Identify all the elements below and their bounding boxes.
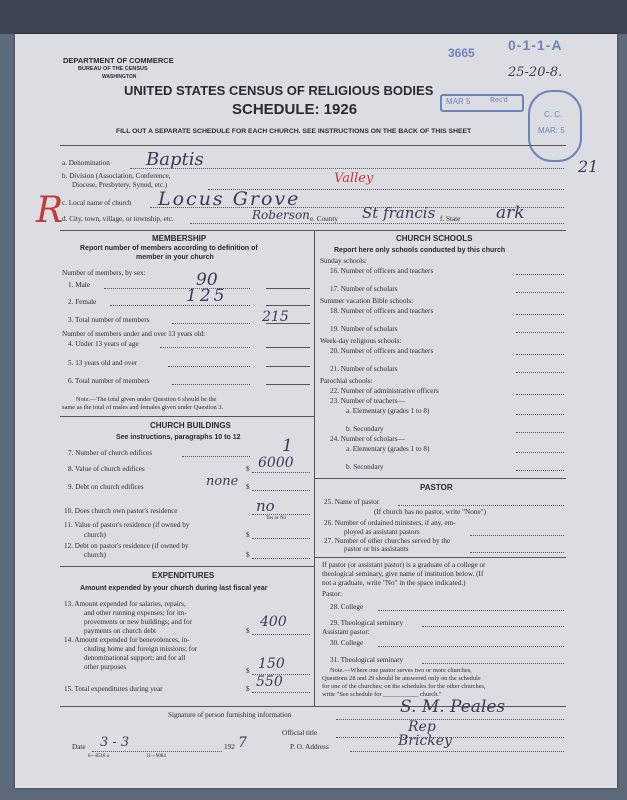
q3-label: 3. Total number of members xyxy=(68,316,150,324)
county-label: e. County xyxy=(310,215,338,223)
q12-label: 12. Debt on pastor's residence (if owned by xyxy=(64,542,189,550)
q15-value: 550 xyxy=(256,674,283,690)
form-number-2: 11—9084 xyxy=(146,754,166,759)
q28-label: 28. College xyxy=(330,603,364,611)
q6-box-line xyxy=(266,384,310,385)
q23b-line xyxy=(516,432,564,433)
q10-value: no xyxy=(256,497,275,515)
q18-line xyxy=(516,314,564,315)
q13-line xyxy=(252,634,310,635)
official-title-label: Official title xyxy=(282,729,318,737)
official-title-value: Rep xyxy=(408,719,436,735)
weekday-label: Week-day religious schools: xyxy=(320,337,402,345)
membership-intro: Report number of members according to definition of xyxy=(80,245,258,252)
margin-number: 21 xyxy=(578,157,599,176)
margin-red-r: R xyxy=(36,190,64,231)
q29-label: 29. Theological seminary xyxy=(330,619,404,627)
q22-line xyxy=(516,394,564,395)
q1-label: 1. Male xyxy=(68,281,90,289)
q24a-line xyxy=(516,452,564,453)
q5-box-line xyxy=(266,366,310,367)
q6-label: 6. Total number of members xyxy=(68,377,150,385)
denomination-value: Baptis xyxy=(146,149,204,170)
census-schedule-page xyxy=(15,34,617,788)
q14-label-2: cluding home and foreign missions; for xyxy=(84,645,198,653)
header-divider xyxy=(60,145,566,146)
pastor-note-4: write "See schedule for ___________ church." xyxy=(322,691,442,698)
q20-line xyxy=(516,354,564,355)
division-label: b. Division (Association, Conference, xyxy=(62,172,171,180)
q23-label: 23. Number of teachers— xyxy=(330,397,405,405)
q11-dollar: $ xyxy=(246,531,250,539)
q24a-label: a. Elementary (grades 1 to 8) xyxy=(346,445,430,453)
q5-label: 5. 13 years old and over xyxy=(68,359,138,367)
signature-value: S. M. Peales xyxy=(400,697,506,717)
pastor-note-2: Questions 28 and 29 should be answered only on the schedule xyxy=(322,675,481,682)
q8-dollar: $ xyxy=(246,465,250,473)
q9-label: 9. Debt on church edifices xyxy=(68,483,144,491)
city-value: Roberson xyxy=(252,208,310,222)
po-address-line xyxy=(350,751,564,752)
membership-title: MEMBERSHIP xyxy=(152,234,207,243)
q12-label-2: church) xyxy=(84,551,106,559)
q13-dollar: $ xyxy=(246,627,250,635)
yes-no-hint: Yes or No xyxy=(266,516,287,521)
q16-line xyxy=(516,274,564,275)
q7-line xyxy=(182,456,250,457)
q26-label: 26. Number of ordained ministers, if any, em- xyxy=(324,519,456,527)
po-address-value: Brickey xyxy=(398,733,452,749)
q12-line xyxy=(252,558,310,559)
buildings-title: CHURCH BUILDINGS xyxy=(150,421,231,430)
state-value: ark xyxy=(496,203,525,223)
q14-label-4: other purposes xyxy=(84,663,127,671)
q4-line xyxy=(160,347,250,348)
q31-label: 31. Theological seminary xyxy=(330,656,404,664)
q4-box-line xyxy=(266,347,310,348)
q8-label: 8. Value of church edifices xyxy=(68,465,145,473)
pastor-sub-label: Pastor: xyxy=(322,590,342,598)
signature-label: Signature of person furnishing information xyxy=(168,711,292,719)
classification-code: 0-1-1-A xyxy=(508,37,563,53)
q21-line xyxy=(516,372,564,373)
city-line xyxy=(190,223,564,224)
q27-label: 27. Number of other churches served by the xyxy=(324,537,451,545)
q9-value: none xyxy=(206,474,239,489)
denomination-label: a. Denomination xyxy=(62,159,110,167)
membership-note-2: same as the total of males and females given under Question 3. xyxy=(62,404,224,411)
q25-hint: (If church has no pastor, write "None") xyxy=(374,508,486,516)
q14-dollar: $ xyxy=(246,667,250,675)
q2-line xyxy=(110,305,250,306)
schools-title: CHURCH SCHOOLS xyxy=(396,234,473,243)
q18-label: 18. Number of officers and teachers xyxy=(330,307,434,315)
q7-label: 7. Number of church edifices xyxy=(68,449,153,457)
q23b-label: b. Secondary xyxy=(346,425,384,433)
q9-dollar: $ xyxy=(246,483,250,491)
graduate-instruction: If pastor (or assistant pastor) is a graduate of a college or xyxy=(322,561,486,569)
q13-label: 13. Amount expended for salaries, repairs, xyxy=(64,600,186,608)
column-divider xyxy=(314,230,315,706)
q15-line xyxy=(252,692,310,693)
expenditures-intro: Amount expended by your church during last fiscal year xyxy=(80,585,268,592)
q11-label-2: church) xyxy=(84,531,106,539)
q6-line xyxy=(172,384,250,385)
q20-label: 20. Number of officers and teachers xyxy=(330,347,434,355)
membership-note: Note.—The total given under Question 6 should be the xyxy=(76,396,217,403)
q15-label: 15. Total expenditures during year xyxy=(64,685,163,693)
q13-label-3: provements or new buildings; and for xyxy=(84,618,192,626)
received-stamp-word: Rec'd xyxy=(490,97,508,104)
received-stamp-date: MAR 5 xyxy=(446,97,471,106)
pastor-note: Note.—Where one pastor serves two or more churches, xyxy=(330,667,472,674)
graduate-instruction-3: not a graduate, write "No" in the space indicated.) xyxy=(322,579,466,587)
q17-label: 17. Number of scholars xyxy=(330,285,398,293)
q22-label: 22. Number of administrative officers xyxy=(330,387,439,395)
q11-label: 11. Value of pastor's residence (if owned by xyxy=(64,521,190,529)
pastor-title: PASTOR xyxy=(420,483,453,492)
signature-line xyxy=(336,719,564,720)
form-title: UNITED STATES CENSUS OF RELIGIOUS BODIES xyxy=(124,83,434,98)
city-label: d. City, town, village, or township, etc. xyxy=(62,215,174,223)
q1-box-line xyxy=(266,288,310,289)
members-by-age-label: Number of members under and over 13 years old: xyxy=(62,330,206,338)
q29-line xyxy=(422,626,564,627)
form-instruction: FILL OUT A SEPARATE SCHEDULE FOR EACH CHURCH. SEE INSTRUCTIONS ON THE BACK OF THIS SHEET xyxy=(116,128,472,135)
q30-label: 30. College xyxy=(330,639,364,647)
q1-line xyxy=(104,288,250,289)
q4-label: 4. Under 13 years of age xyxy=(68,340,139,348)
date-line xyxy=(92,751,222,752)
circular-stamp-date: MAR. 5 xyxy=(538,126,565,135)
q27-label-2: pastor or his assistants xyxy=(344,545,409,553)
division-value: Valley xyxy=(334,171,374,186)
city-label: WASHINGTON xyxy=(102,74,137,80)
graduate-instruction-2: theological seminary, give name of institution below. (If xyxy=(322,570,484,578)
q15-dollar: $ xyxy=(246,685,250,693)
q30-line xyxy=(378,646,564,647)
q2-label: 2. Female xyxy=(68,298,97,306)
state-label: f. State xyxy=(440,215,461,223)
schools-intro: Report here only schools conducted by this church xyxy=(334,247,506,254)
pastor-divider xyxy=(314,557,566,558)
q14-label-3: denominational support; and for all xyxy=(84,654,186,662)
q26-line xyxy=(470,535,564,536)
schedule-number: 3665 xyxy=(448,46,475,60)
q27-line xyxy=(470,552,564,553)
q25-label: 25. Name of pastor xyxy=(324,498,380,506)
q13-label-4: payments on church debt xyxy=(84,627,157,635)
q23a-line xyxy=(516,414,564,415)
q31-line xyxy=(422,663,564,664)
buildings-intro: See instructions, paragraphs 10 to 12 xyxy=(116,434,241,441)
form-number: 6—8518 a xyxy=(88,754,109,759)
q12-dollar: $ xyxy=(246,551,250,559)
q1-value: 90 xyxy=(196,270,218,290)
q11-line xyxy=(252,538,310,539)
handwritten-code: 25-20-8. xyxy=(508,65,563,80)
form-subtitle: SCHEDULE: 1926 xyxy=(232,101,358,118)
q13-label-2: and other running expenses; for im- xyxy=(84,609,187,617)
q2-value: 125 xyxy=(186,286,228,306)
q25-line xyxy=(398,505,564,506)
year-label: 192 xyxy=(224,743,235,751)
membership-intro-2: member in your church xyxy=(136,254,214,261)
summer-label: Summer vacation Bible schools: xyxy=(320,297,414,305)
buildings-divider xyxy=(60,566,314,567)
expenditures-title: EXPENDITURES xyxy=(152,571,215,580)
q2-box-line xyxy=(266,305,310,306)
scan-background-top xyxy=(0,0,627,34)
q26-label-2: ployed as assistant pastors xyxy=(344,528,420,536)
q8-line xyxy=(252,472,310,473)
q5-line xyxy=(168,366,250,367)
local-name-label: c. Local name of church xyxy=(62,199,132,207)
division-label-2: Diocese, Presbytery, Synod, etc.) xyxy=(72,181,168,189)
q8-value: 6000 xyxy=(258,455,294,471)
q16-label: 16. Number of officers and teachers xyxy=(330,267,434,275)
received-stamp xyxy=(440,94,524,112)
q23a-label: a. Elementary (grades 1 to 8) xyxy=(346,407,430,415)
date-label: Date xyxy=(72,743,86,751)
q17-line xyxy=(516,292,564,293)
q14-value: 150 xyxy=(258,656,285,672)
membership-divider xyxy=(60,416,314,417)
county-value: St francis xyxy=(362,204,436,222)
q9-line xyxy=(252,490,310,491)
q21-label: 21. Number of scholars xyxy=(330,365,398,373)
q14-label: 14. Amount expended for benevolences, in- xyxy=(64,636,190,644)
q28-line xyxy=(378,610,564,611)
department-label: DEPARTMENT OF COMMERCE xyxy=(63,56,174,65)
q3-line xyxy=(172,323,250,324)
local-name-value: Locus Grove xyxy=(158,188,301,210)
date-value: 3 - 3 xyxy=(100,735,130,750)
pastor-note-3: for one of the churches; on the schedules for the other churches, xyxy=(322,683,486,690)
q19-line xyxy=(516,332,564,333)
assistant-sub-label: Assistant pastor: xyxy=(322,628,370,636)
q24b-label: b. Secondary xyxy=(346,463,384,471)
members-by-sex-label: Number of members, by sex: xyxy=(62,269,146,277)
circular-stamp-text: C. C. xyxy=(544,110,563,119)
q24-label: 24. Number of scholars— xyxy=(330,435,405,443)
parochial-label: Parochial schools: xyxy=(320,377,373,385)
schools-divider xyxy=(314,478,566,479)
q10-label: 10. Does church own pastor's residence xyxy=(64,507,178,515)
bureau-label: BUREAU OF THE CENSUS xyxy=(78,66,148,72)
q24b-line xyxy=(516,470,564,471)
po-address-label: P. O. Address xyxy=(290,743,329,751)
q19-label: 19. Number of scholars xyxy=(330,325,398,333)
q13-value: 400 xyxy=(260,614,287,630)
year-value: 7 xyxy=(238,735,247,751)
sunday-label: Sunday schools: xyxy=(320,257,367,265)
q7-value: 1 xyxy=(282,436,293,456)
q3-value: 215 xyxy=(262,309,289,325)
circular-date-stamp xyxy=(528,90,582,162)
section-top-rule xyxy=(60,230,566,231)
